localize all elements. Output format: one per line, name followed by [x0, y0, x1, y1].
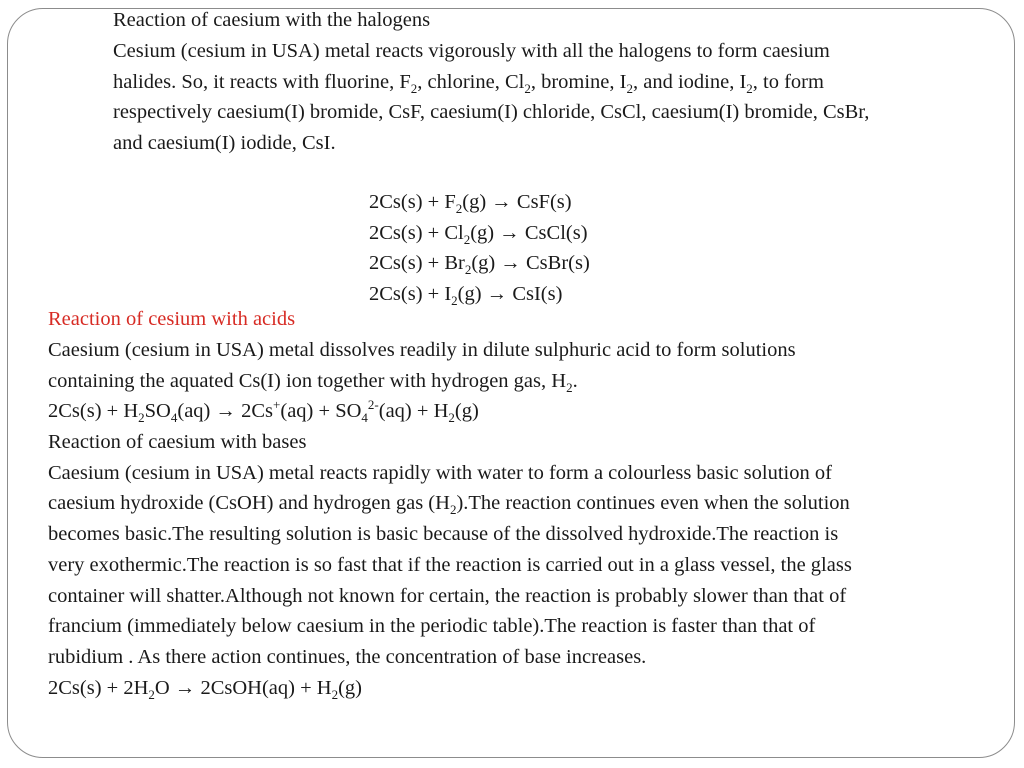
subscript: 2 — [449, 502, 457, 517]
bases-paragraph-line: becomes basic.The resulting solution is basic because of the dissolved hydroxide.The reaction is — [48, 523, 839, 545]
subscript: 2 — [148, 687, 155, 702]
subscript: 2 — [455, 201, 463, 216]
equation-sulphuric-acid: $2Cs(s) + H_2SO_4(aq) \to 2Cs^+(aq) + SO_4^{2-}(aq) + H_2(g)$ — [48, 397, 479, 425]
subscript: 2 — [451, 293, 458, 308]
bases-paragraph-line: Caesium (cesium in USA) metal reacts rapidly with water to form a colourless basic solution of — [48, 462, 832, 484]
bases-paragraph-line: rubidium . As there action continues, the concentration of base increases. — [48, 646, 647, 668]
subscript: 2 — [464, 262, 472, 277]
subscript: 2 — [524, 81, 531, 96]
superscript: 2- — [367, 397, 379, 412]
bases-heading: Reaction of caesium with bases — [48, 431, 307, 453]
subscript: 2 — [463, 232, 471, 247]
halogens-paragraph-line: halides. So, it reacts with fluorine, $F_2$, chlorine, $Cl_2$, bromine, $I_2$, and iodine, $I_2$, to form — [113, 71, 824, 96]
halogens-heading: Reaction of caesium with the halogens — [113, 9, 431, 31]
superscript: + — [273, 397, 281, 412]
acids-paragraph-line: containing the aquated Cs(I) ion together with hydrogen gas, $H_2$. — [48, 370, 578, 395]
halogens-paragraph-line: Cesium (cesium in USA) metal reacts vigorously with all the halogens to form caesium — [113, 40, 830, 62]
halogens-paragraph-line: and caesium(I) iodide, CsI. — [113, 132, 336, 154]
subscript: 2 — [626, 81, 633, 96]
bases-paragraph-line: caesium hydroxide (CsOH) and hydrogen gas $(H_2).The$ reaction continues even when the solution — [48, 492, 850, 517]
bases-paragraph-line: francium (immediately below caesium in the periodic table).The reaction is faster than that of — [48, 615, 816, 637]
halogens-paragraph-line: respectively caesium(I) bromide, CsF, caesium(I) chloride, CsCl, caesium(I) bromide, CsBr, — [113, 101, 870, 123]
subscript: 2 — [331, 687, 339, 702]
equation-csbr: $2Cs(s) + Br_2(g)$ → CsBr(s) — [369, 252, 590, 277]
subscript: 4 — [170, 410, 178, 425]
acids-paragraph-line: Caesium (cesium in USA) metal dissolves readily in dilute sulphuric acid to form solutions — [48, 339, 796, 361]
subscript: 2 — [566, 380, 573, 395]
bases-paragraph-line: container will shatter.Although not known for certain, the reaction is probably slower than that of — [48, 585, 847, 607]
equation-csi: $2Cs(s) + I_2(g) \to CsI(s)$ — [369, 283, 563, 308]
subscript: 2 — [448, 410, 455, 425]
bases-paragraph-line: very exothermic.The reaction is so fast that if the reaction is carried out in a glass vessel, the glass — [48, 554, 852, 576]
acids-heading: Reaction of cesium with acids — [48, 308, 296, 330]
subscript: 2 — [746, 81, 753, 96]
subscript: 2 — [410, 81, 418, 96]
equation-csf: $2Cs(s) + F_2(g) \to CsF(s)$ — [369, 191, 572, 216]
equation-water: $2Cs(s) + 2H_2O$ → 2CsOH(aq) + $H_2(g)$ — [48, 677, 362, 702]
equation-cscl: $2Cs(s) + Cl_2(g)$ → CsCl(s) — [369, 222, 588, 247]
subscript: 4 — [361, 410, 368, 425]
subscript: 2 — [138, 410, 145, 425]
